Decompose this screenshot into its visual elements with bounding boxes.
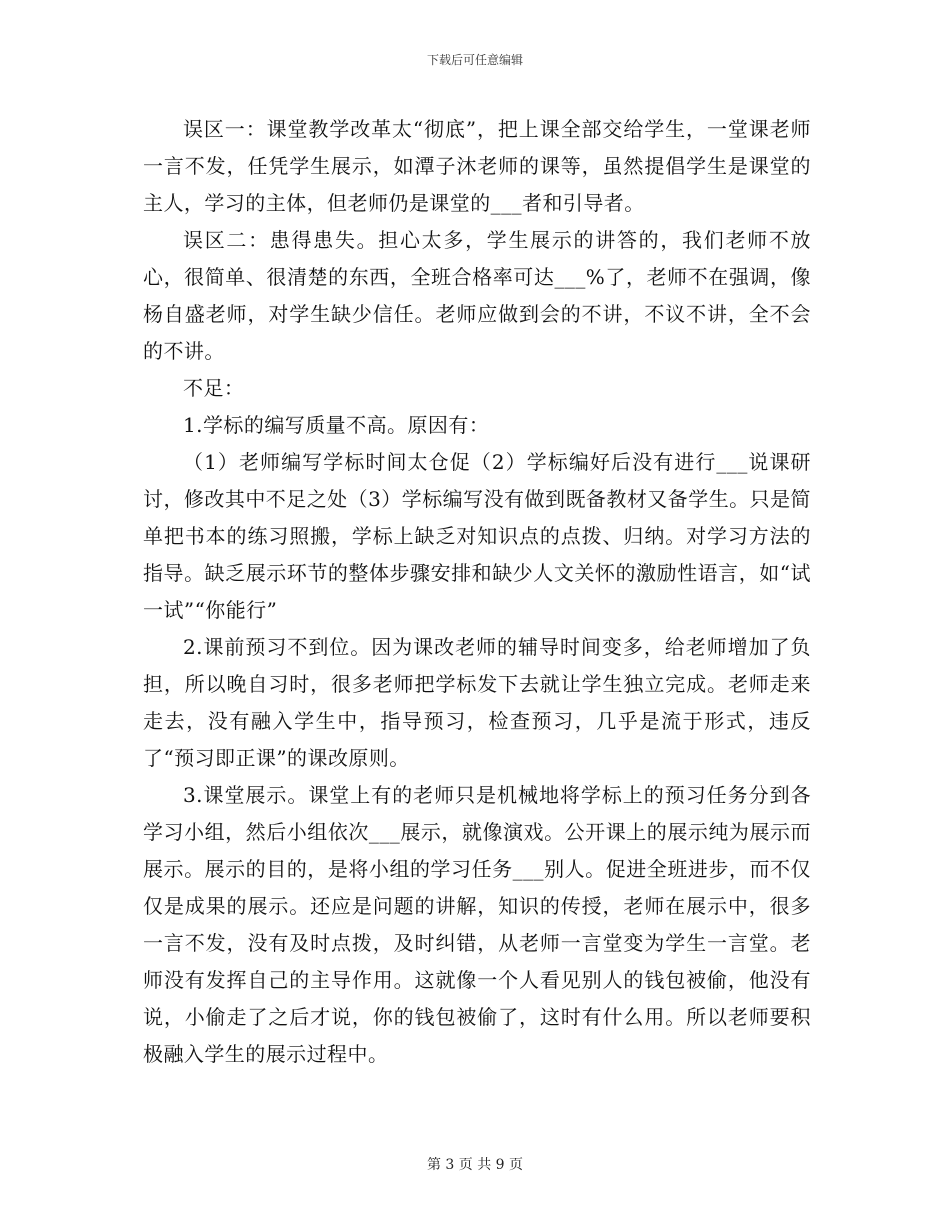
page-footer: 第 3 页 共 9 页	[426, 1157, 524, 1173]
paragraph-point-1-reasons: （1）老师编写学标时间太仓促（2）学标编好后没有进行___说课研讨，修改其中不足之处（3）学标编写没有做到既备教材又备学生。只是简单把书本的练习照搬，学标上缺乏对知识点的点拨、归纳。对学习方法的指导。缺乏展示环节的整体步骤安排和缺少人文关怀的激励性语言，如“试一试”“你能行”	[143, 450, 811, 622]
paragraph-point-2: 2.课前预习不到位。因为课改老师的辅导时间变多，给老师增加了负担，所以晚自习时，很多老师把学标发下去就让学生独立完成。老师走来走去，没有融入学生中，指导预习，检查预习，几乎是流于形式，违反了“预习即正课”的课改原则。	[143, 635, 811, 770]
paragraph-misconception-2: 误区二：患得患失。担心太多，学生展示的讲答的，我们老师不放心，很简单、很清楚的东西，全班合格率可达___%了，老师不在强调，像杨自盛老师，对学生缺少信任。老师应做到会的不讲，不议不讲，全不会的不讲。	[143, 228, 811, 363]
document-body	[143, 111, 811, 1073]
paragraph-misconception-1: 误区一：课堂教学改革太“彻底”，把上课全部交给学生，一堂课老师一言不发，任凭学生展示，如潭子沐老师的课等，虽然提倡学生是课堂的主人，学习的主体，但老师仍是课堂的___者和引导者。	[143, 117, 811, 215]
paragraph-shortcomings-heading: 不足：	[183, 376, 245, 400]
paragraph-point-1: 1.学标的编写质量不高。原因有：	[183, 413, 490, 437]
page-header: 下载后可任意编辑	[426, 53, 523, 67]
paragraph-point-3: 3.课堂展示。课堂上有的老师只是机械地将学标上的预习任务分到各学习小组，然后小组依次___展示，就像演戏。公开课上的展示纯为展示而展示。展示的目的，是将小组的学习任务___别人。促进全班进步，而不仅仅是成果的展示。还应是问题的讲解，知识的传授，老师在展示中，很多一言不发，没有及时点拨，及时纠错，从老师一言堂变为学生一言堂。老师没有发挥自己的主导作用。这就像一个人看见别人的钱包被偷，他没有说，小偷走了之后才说，你的钱包被偷了，这时有什么用。所以老师要积极融入学生的展示过程中。	[143, 783, 811, 1066]
